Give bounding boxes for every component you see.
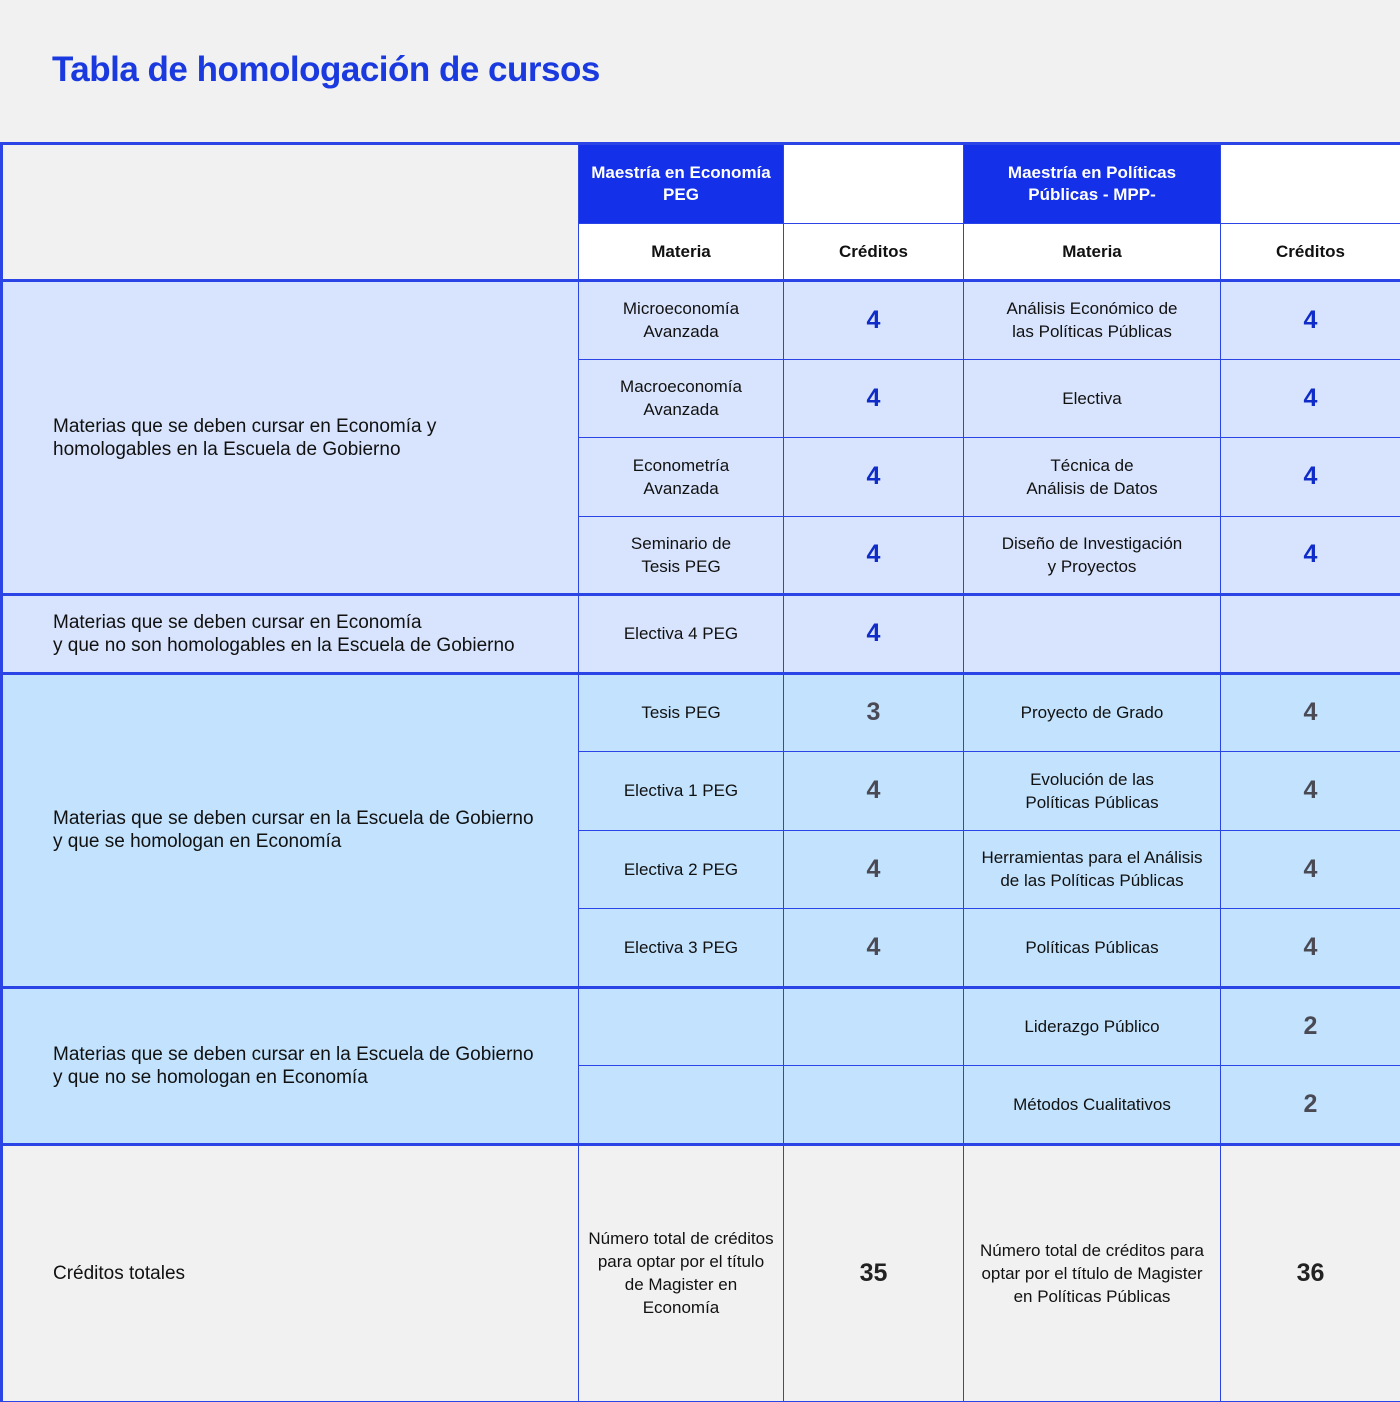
credits-mpp: 4: [1221, 438, 1400, 517]
program-header-mpp: Maestría en Políticas Públicas - MPP-: [964, 144, 1221, 224]
table-row: [2, 595, 1400, 674]
course-mpp: Análisis Económico de las Políticas Públicas: [964, 281, 1221, 360]
table-row: [2, 987, 1400, 1066]
course-peg: Microeconomía Avanzada: [579, 281, 784, 360]
course-mpp: Métodos Cualitativos: [964, 1066, 1221, 1145]
page-title: Tabla de homologación de cursos: [52, 50, 600, 90]
homologation-table: [0, 142, 1400, 1402]
course-peg: [579, 987, 784, 1066]
course-peg: Electiva 4 PEG: [579, 595, 784, 674]
credits-peg: 4: [784, 516, 964, 595]
credits-mpp: 2: [1221, 1066, 1400, 1145]
header-empty-cell: [1221, 144, 1400, 224]
category-creditos-totales: Créditos totales: [2, 1144, 579, 1401]
totals-row: [2, 1144, 1400, 1401]
course-peg: Econometría Avanzada: [579, 438, 784, 517]
program-header-peg: Maestría en Economía PEG: [579, 144, 784, 224]
credits-mpp: 4: [1221, 752, 1400, 831]
course-peg: [579, 1066, 784, 1145]
total-label-peg: Número total de créditos para optar por el título de Magister en Economía: [579, 1144, 784, 1401]
credits-peg: 4: [784, 595, 964, 674]
credits-peg: [784, 987, 964, 1066]
credits-mpp: 4: [1221, 909, 1400, 988]
credits-peg: 4: [784, 281, 964, 360]
credits-peg: 4: [784, 909, 964, 988]
category-homologan-economia: Materias que se deben cursar en la Escuela de Gobierno y que se homologan en Economía: [2, 673, 579, 987]
credits-mpp: 4: [1221, 830, 1400, 909]
header-empty-cell: [784, 144, 964, 224]
credits-peg: 4: [784, 438, 964, 517]
course-mpp: Proyecto de Grado: [964, 673, 1221, 752]
course-mpp: Diseño de Investigación y Proyectos: [964, 516, 1221, 595]
total-value-mpp: 36: [1221, 1144, 1400, 1401]
credits-mpp: 4: [1221, 359, 1400, 438]
column-header-materia-mpp: Materia: [964, 224, 1221, 281]
course-mpp: Técnica de Análisis de Datos: [964, 438, 1221, 517]
credits-mpp: 4: [1221, 673, 1400, 752]
credits-mpp: 2: [1221, 987, 1400, 1066]
credits-peg: 4: [784, 830, 964, 909]
credits-mpp: 4: [1221, 281, 1400, 360]
header-row-programs: [2, 144, 1400, 224]
category-no-homologan-economia: Materias que se deben cursar en la Escuela de Gobierno y que no se homologan en Economía: [2, 987, 579, 1144]
course-mpp: Herramientas para el Análisis de las Políticas Públicas: [964, 830, 1221, 909]
course-mpp: Liderazgo Público: [964, 987, 1221, 1066]
credits-peg: [784, 1066, 964, 1145]
course-peg: Electiva 2 PEG: [579, 830, 784, 909]
column-header-creditos-peg: Créditos: [784, 224, 964, 281]
category-no-homologable-economia: Materias que se deben cursar en Economía y que no son homologables en la Escuela de Gobierno: [2, 595, 579, 674]
course-mpp: [964, 595, 1221, 674]
total-label-mpp: Número total de créditos para optar por el título de Magister en Políticas Públicas: [964, 1144, 1221, 1401]
course-peg: Macroeconomía Avanzada: [579, 359, 784, 438]
column-header-creditos-mpp: Créditos: [1221, 224, 1400, 281]
column-header-materia-peg: Materia: [579, 224, 784, 281]
header-blank-cell: [2, 144, 579, 281]
course-peg: Seminario de Tesis PEG: [579, 516, 784, 595]
credits-mpp: [1221, 595, 1400, 674]
course-peg: Electiva 3 PEG: [579, 909, 784, 988]
credits-mpp: 4: [1221, 516, 1400, 595]
category-homologable-economia: Materias que se deben cursar en Economía y homologables en la Escuela de Gobierno: [2, 281, 579, 595]
course-mpp: Evolución de las Políticas Públicas: [964, 752, 1221, 831]
credits-peg: 4: [784, 359, 964, 438]
table-row: [2, 673, 1400, 752]
credits-peg: 3: [784, 673, 964, 752]
total-value-peg: 35: [784, 1144, 964, 1401]
course-mpp: Políticas Públicas: [964, 909, 1221, 988]
table-row: [2, 281, 1400, 360]
course-mpp: Electiva: [964, 359, 1221, 438]
credits-peg: 4: [784, 752, 964, 831]
course-peg: Tesis PEG: [579, 673, 784, 752]
course-peg: Electiva 1 PEG: [579, 752, 784, 831]
